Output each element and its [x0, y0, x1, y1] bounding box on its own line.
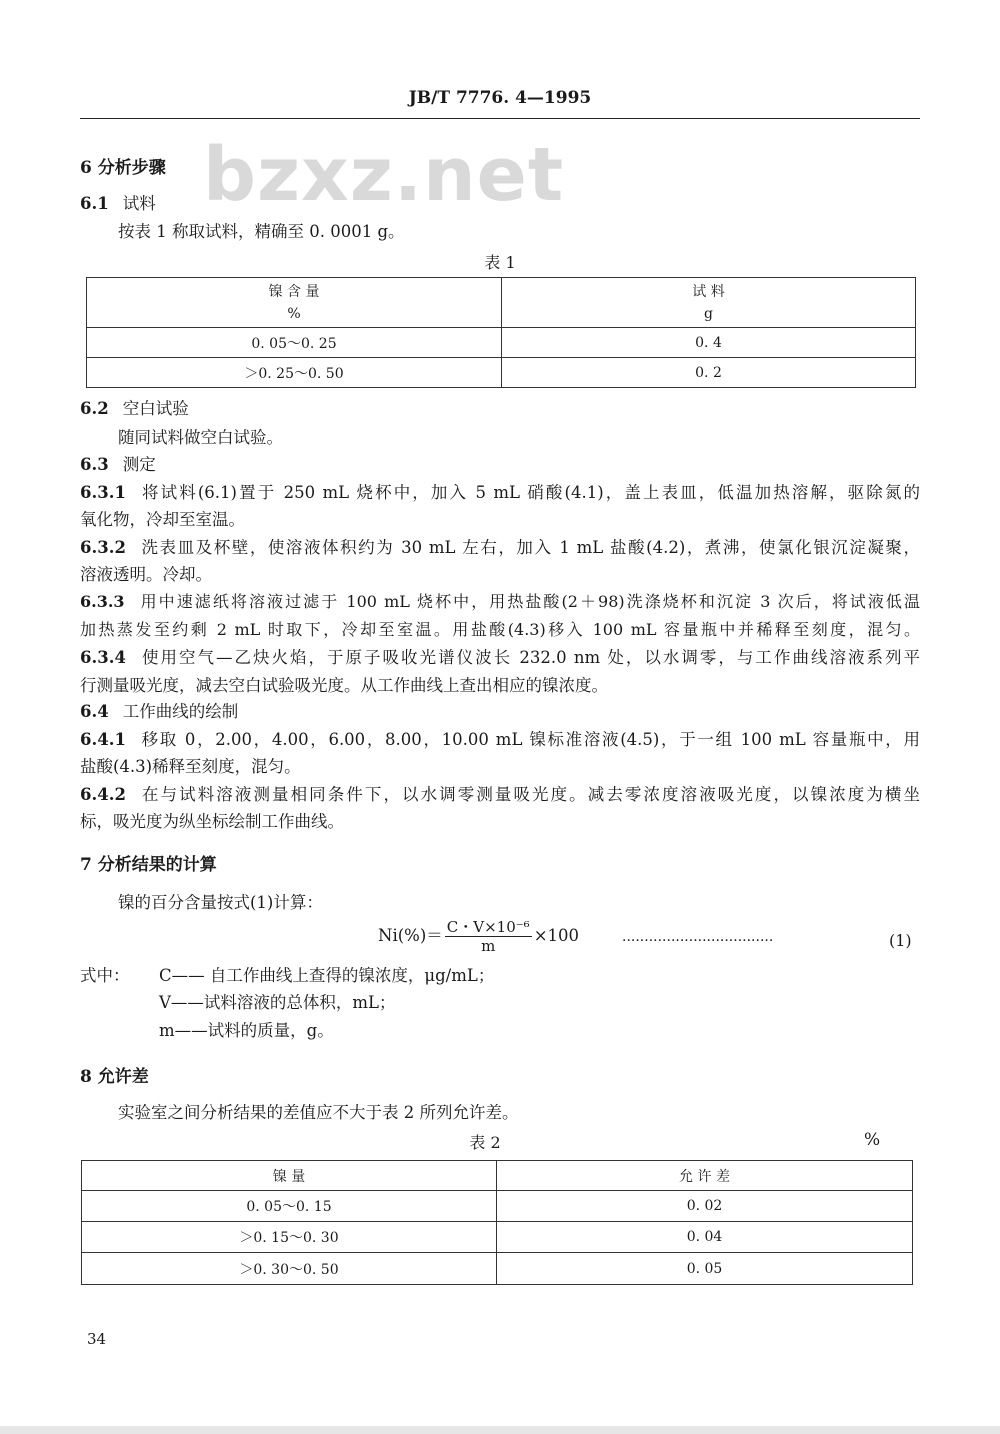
page-number: 34 — [87, 1330, 107, 1348]
table-cell: ＞0. 15～0. 30 — [82, 1222, 497, 1253]
section-number: 6.3.3 — [80, 592, 125, 611]
table-row — [87, 278, 916, 328]
section-number: 6.2 — [80, 399, 109, 418]
where-label: 式中： — [80, 966, 130, 985]
paragraph-text: 用中速滤纸将溶液过滤于 100 mL 烧杯中，用热盐酸(2＋98)洗涤烧杯和沉淀 3 次后，将试液低温 — [138, 592, 920, 611]
table-cell: 0. 05～0. 15 — [82, 1191, 497, 1222]
section-6-3-2-line-2: 溶液透明。冷却。 — [80, 565, 212, 584]
section-6-3-1-line-1 — [80, 483, 920, 503]
table-row — [87, 358, 916, 388]
paragraph-text: 移取 0，2.00，4.00，6.00，8.00，10.00 mL 镍标准溶液(4.5)，于一组 100 mL 容量瓶中，用 — [139, 730, 920, 749]
header-unit: % — [287, 305, 301, 322]
table-cell: 0. 05 — [497, 1253, 913, 1285]
variable-m-definition: m——试料的质量，g。 — [159, 1021, 334, 1040]
section-8-title: 8 允许差 — [80, 1067, 149, 1087]
table-header-cell: 允 许 差 — [497, 1161, 913, 1191]
scan-edge — [0, 1426, 1000, 1434]
equation-rhs: ×100 — [533, 926, 580, 945]
section-6-4-1-line-2: 盐酸(4.3)稀释至刻度，混匀。 — [80, 757, 301, 776]
section-6-2-heading — [80, 399, 920, 419]
paragraph-text: 使用空气—乙炔火焰，于原子吸收光谱仪波长 232.0 nm 处，以水调零，与工作曲线溶液系列平 — [139, 648, 920, 667]
section-6-4-2-line-1 — [80, 785, 920, 805]
section-title: 工作曲线的绘制 — [122, 702, 239, 721]
header-label: 镍 含 量 — [268, 283, 320, 300]
equation-lhs: Ni(%)＝ — [378, 926, 443, 945]
section-number: 6.4 — [80, 702, 109, 721]
document-code-header: JB/T 7776. 4—1995 — [408, 88, 592, 108]
table-1 — [86, 277, 916, 388]
equation-denominator: m — [481, 937, 496, 955]
table-row — [82, 1253, 913, 1285]
section-number: 6.3.4 — [80, 648, 126, 667]
paragraph-text: 洗表皿及杯壁，使溶液体积约为 30 mL 左右，加入 1 mL 盐酸(4.2)，煮沸，使氯化银沉淀凝聚， — [139, 538, 920, 557]
equation-1 — [378, 918, 579, 955]
header-label: 试 料 — [692, 283, 725, 300]
section-title: 测定 — [122, 455, 156, 474]
table-cell: ＞0. 30～0. 50 — [82, 1253, 497, 1285]
section-7-intro: 镍的百分含量按式(1)计算： — [118, 893, 323, 912]
table-2-caption: 表 2 — [469, 1133, 501, 1152]
table-row — [82, 1161, 913, 1191]
table-row — [87, 328, 916, 358]
table-2-unit: % — [864, 1130, 881, 1150]
table-cell: 0. 05～0. 25 — [87, 328, 502, 358]
table-cell: 0. 02 — [497, 1191, 913, 1222]
section-number: 6.3.2 — [80, 538, 126, 557]
section-title: 空白试验 — [122, 399, 189, 418]
equation-leader-dots: ·································· — [622, 933, 774, 949]
table-header-cell — [502, 278, 916, 328]
equation-number: (1) — [889, 931, 912, 950]
table-cell: 0. 2 — [502, 358, 916, 388]
section-6-3-3-line-2: 加热蒸发至约剩 2 mL 时取下，冷却至室温。用盐酸(4.3)移入 100 mL 容量瓶中并稀释至刻度，混匀。 — [80, 620, 920, 639]
header-rule — [80, 118, 920, 119]
table-cell: ＞0. 25～0. 50 — [87, 358, 502, 388]
paragraph-text: 将试料(6.1)置于 250 mL 烧杯中，加入 5 mL 硝酸(4.1)，盖上表皿，低温加热溶解，驱除氮的 — [139, 483, 920, 502]
section-6-title: 6 分析步骤 — [80, 158, 166, 178]
table-header-cell: 镍 量 — [82, 1161, 497, 1191]
table-row — [82, 1222, 913, 1253]
section-number: 6.1 — [80, 194, 109, 213]
section-number: 6.3 — [80, 455, 109, 474]
section-8-text: 实验室之间分析结果的差值应不大于表 2 所列允许差。 — [118, 1103, 519, 1122]
section-number: 6.4.1 — [80, 730, 126, 749]
section-6-1-heading — [80, 194, 920, 214]
section-6-1-text: 按表 1 称取试料，精确至 0. 0001 g。 — [118, 222, 405, 241]
variable-v-definition: V——试料溶液的总体积，mL； — [159, 993, 396, 1012]
variable-c-definition: C—— 自工作曲线上查得的镍浓度，μg/mL； — [159, 966, 495, 985]
table-1-caption: 表 1 — [484, 253, 516, 272]
section-6-3-3-line-1 — [80, 592, 920, 612]
section-7-title: 7 分析结果的计算 — [80, 855, 217, 875]
table-2 — [81, 1160, 913, 1285]
section-6-4-heading — [80, 702, 920, 722]
watermark: bzxz.net — [203, 132, 565, 218]
section-6-4-2-line-2: 标，吸光度为纵坐标绘制工作曲线。 — [80, 812, 344, 831]
paragraph-text: 在与试料溶液测量相同条件下，以水调零测量吸光度。减去零浓度溶液吸光度，以镍浓度为横坐 — [139, 785, 920, 804]
table-header-cell — [87, 278, 502, 328]
section-6-3-heading — [80, 455, 920, 475]
section-6-3-1-line-2: 氧化物，冷却至室温。 — [80, 510, 245, 529]
section-6-3-2-line-1 — [80, 538, 920, 558]
section-6-3-4-line-2: 行测量吸光度，减去空白试验吸光度。从工作曲线上查出相应的镍浓度。 — [80, 676, 608, 695]
section-number: 6.3.1 — [80, 483, 126, 502]
section-6-4-1-line-1 — [80, 730, 920, 750]
header-unit: g — [704, 305, 713, 322]
section-6-3-4-line-1 — [80, 648, 920, 668]
section-title: 试料 — [122, 194, 156, 213]
equation-numerator: C・V×10⁻⁶ — [446, 918, 530, 936]
table-cell: 0. 04 — [497, 1222, 913, 1253]
table-row — [82, 1191, 913, 1222]
equation-fraction — [445, 918, 532, 955]
section-number: 6.4.2 — [80, 785, 126, 804]
table-cell: 0. 4 — [502, 328, 916, 358]
section-6-2-text: 随同试料做空白试验。 — [118, 428, 283, 447]
